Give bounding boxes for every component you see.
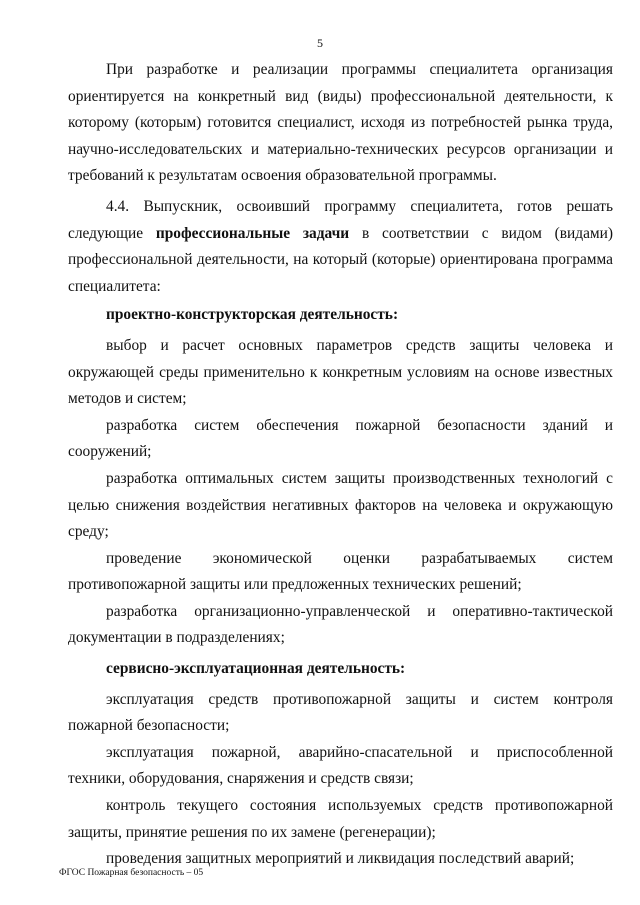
professional-tasks-term: профессиональные задачи: [155, 224, 350, 242]
service-item: эксплуатация пожарной, аварийно-спасательной и приспособленной техники, оборудования, снаряжения и средств связи;: [68, 743, 613, 788]
service-item: эксплуатация средств противопожарной защиты и систем контроля пожарной безопасности;: [68, 690, 613, 735]
design-item: проведение экономической оценки разрабатываемых систем противопожарной защиты или предложенных технических решений;: [68, 549, 613, 594]
design-item: выбор и расчет основных параметров средств защиты человека и окружающей среды применительно к конкретным условиям на основе известных методов и систем;: [68, 336, 613, 408]
section-4-4-text-start: 4.4. Выпускник, освоивший программу специалитета, готов решать следующие: [68, 197, 613, 242]
design-item: разработка оптимальных систем защиты производственных технологий с целью снижения воздействия негативных факторов на человека и окружающую среду;: [68, 469, 613, 541]
document-body: [68, 57, 613, 873]
design-item: разработка организационно-управленческой и оперативно-тактической документации в подразделениях;: [68, 602, 613, 647]
section-4-4-text-end: в соответствии с видом (видами) профессиональной деятельности, на который (которые) ориентирована программа специалитета:: [68, 224, 613, 295]
design-item: разработка систем обеспечения пожарной безопасности зданий и сооружений;: [68, 416, 613, 461]
section-4-4-paragraph: [68, 194, 613, 300]
document-footer: ФГОС Пожарная безопасность – 05: [59, 868, 204, 878]
page-number: 5: [317, 36, 323, 50]
intro-paragraph: При разработке и реализации программы специалитета организация ориентируется на конкретный вид (виды) профессиональной деятельности, к которому (которым) готовится специалист, исходя из потребностей рынка труда, научно-исследовательских и материально-технических ресурсов организации и требований к результатам освоения образовательной программы.: [68, 61, 613, 185]
service-item: контроль текущего состояния используемых средств противопожарной защиты, принятие решения по их замене (регенерации);: [68, 797, 613, 841]
design-activity-heading: проектно-конструкторская деятельность:: [106, 306, 399, 324]
service-activity-heading: сервисно-эксплуатационная деятельность:: [106, 660, 406, 678]
service-item: проведения защитных мероприятий и ликвидация последствий аварий;: [106, 850, 575, 868]
